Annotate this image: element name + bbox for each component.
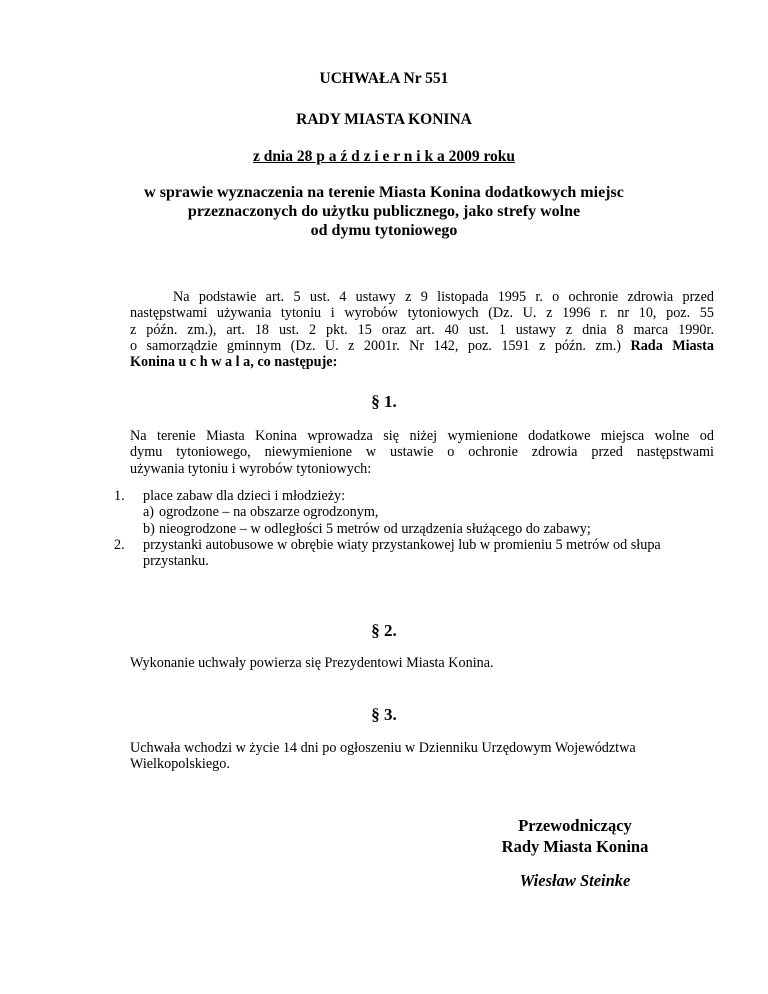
section-3-line: Uchwała wchodzi w życie 14 dni po ogłoszeniu w Dzienniku Urzędowym Województwa <box>130 740 636 756</box>
subitem-text: nieogrodzone – w odległości 5 metrów od urządzenia służącego do zabawy; <box>159 520 591 537</box>
section-2-heading-text: § 2. <box>371 621 397 640</box>
basis-line: z późn. zm.), art. 18 ust. 2 pkt. 15 oraz art. 40 ust. 1 ustawy z dnia 8 marca 1990r. <box>130 321 714 338</box>
section-1-line: dymu tytoniowego, niewymienione w ustawie o ochronie zdrowia przed następstwami <box>130 444 714 461</box>
list-item-number: 1. <box>114 488 125 504</box>
list-item-text: przystanku. <box>143 553 209 570</box>
basis-line: następstwami używania tytoniu i wyrobów tytoniowych (Dz. U. z 1996 r. nr 10, poz. 55 <box>130 305 714 322</box>
section-1-heading <box>0 392 768 412</box>
section-2-text <box>130 655 714 671</box>
signatory-body: Rady Miasta Konina <box>501 837 649 856</box>
signature-block <box>470 815 680 891</box>
resolution-subject <box>0 183 768 240</box>
signatory-role: Przewodniczący <box>518 816 632 835</box>
section-2-heading <box>0 621 768 641</box>
basis-line-text: o samorządzie gminnym (Dz. U. z 2001r. Nr 142, poz. 1591 z późn. zm.) <box>130 337 622 354</box>
council-bold-text: Rada Miasta <box>630 337 714 354</box>
list-item-text: przystanki autobusowe w obrębie wiaty przystankowej lub w promieniu 5 metrów od słupa <box>143 536 661 553</box>
section-3-heading-text: § 3. <box>371 705 397 724</box>
signatory-name: Wiesław Steinke <box>519 871 631 890</box>
subject-line: w sprawie wyznaczenia na terenie Miasta Konina dodatkowych miejsc <box>144 184 624 201</box>
list-item <box>114 488 714 504</box>
section-3-heading <box>0 705 768 725</box>
section-1-line: używania tytoniu i wyrobów tytoniowych: <box>130 460 372 477</box>
resolution-date: z dnia 28 p a ź d z i e r n i k a 2009 roku <box>252 148 516 165</box>
council-name: RADY MIASTA KONINA <box>296 111 472 128</box>
subitem-letter: b) <box>143 520 155 537</box>
section-1-line: Na terenie Miasta Konina wprowadza się niżej wymienione dodatkowe miejsca wolne od <box>130 428 714 444</box>
resolution-number: UCHWAŁA Nr 551 <box>319 70 449 87</box>
list-item-number: 2. <box>114 536 125 553</box>
legal-basis-paragraph <box>130 289 714 370</box>
subject-line: przeznaczonych do użytku publicznego, jako strefy wolne <box>187 203 581 220</box>
basis-line: Na podstawie art. 5 ust. 4 ustawy z 9 listopada 1995 r. o ochronie zdrowia przed <box>173 289 714 305</box>
list-subitem <box>143 504 714 520</box>
section-3-line: Wielkopolskiego. <box>130 756 230 773</box>
list-item-text: place zabaw dla dzieci i młodzieży: <box>143 488 346 504</box>
places-list <box>114 488 714 569</box>
subject-line: od dymu tytoniowego <box>310 222 458 239</box>
subitem-letter: a) <box>143 504 155 521</box>
section-1-intro <box>130 428 714 477</box>
section-2-line: Wykonanie uchwały powierza się Prezydentowi Miasta Konina. <box>130 655 494 671</box>
resolves-line: Konina u c h w a l a, co następuje: <box>130 354 338 371</box>
section-1-heading-text: § 1. <box>371 392 397 411</box>
basis-line-with-bold <box>130 338 714 354</box>
list-item <box>114 537 714 570</box>
list-subitem <box>143 521 714 537</box>
section-3-text <box>130 740 714 773</box>
subitem-text: ogrodzone – na obszarze ogrodzonym, <box>159 504 379 521</box>
